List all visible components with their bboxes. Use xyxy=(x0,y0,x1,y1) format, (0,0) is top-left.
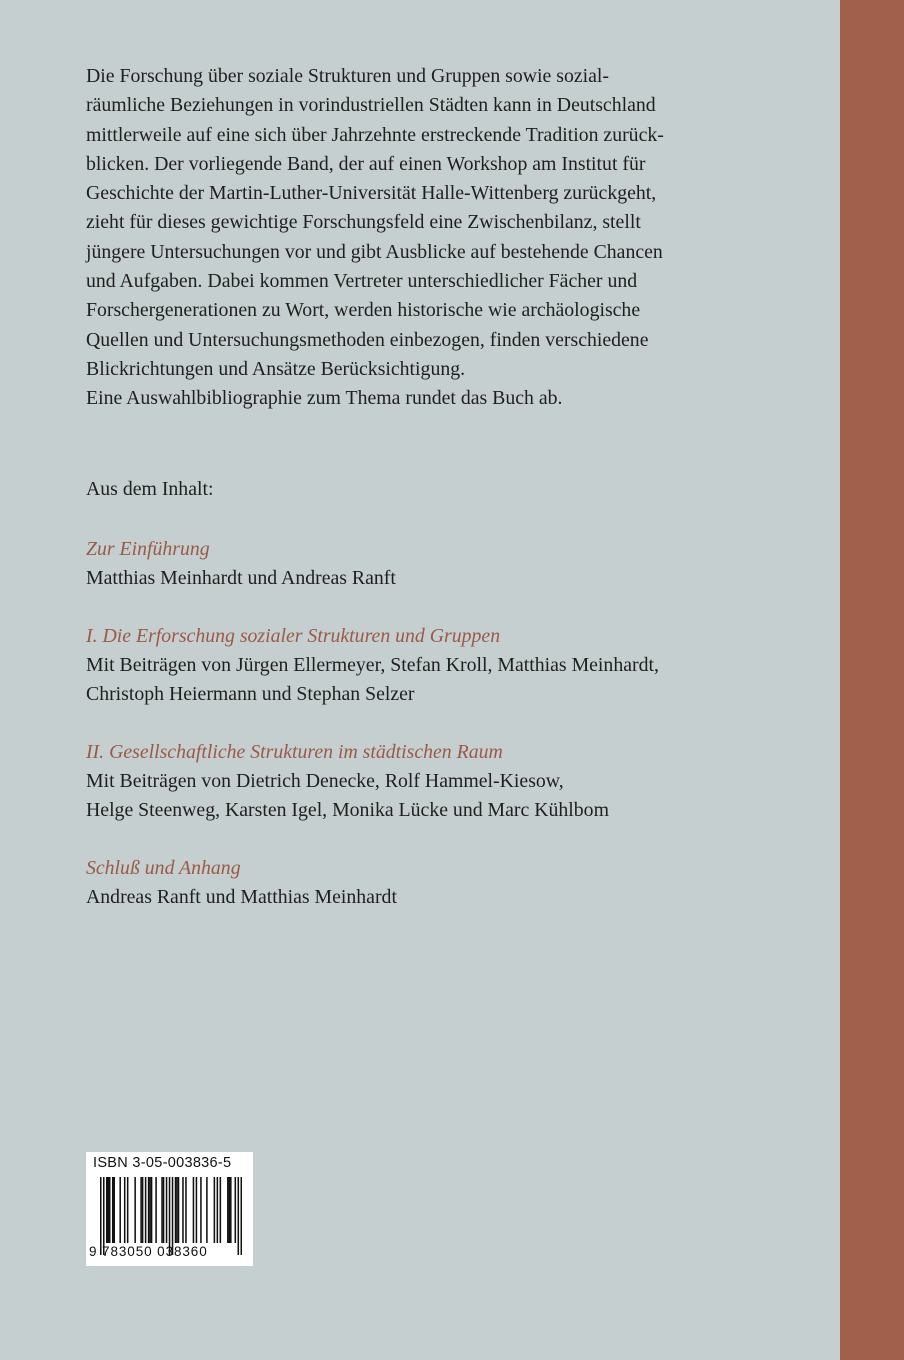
barcode-bar xyxy=(140,1177,142,1243)
barcode-bar xyxy=(124,1177,126,1243)
barcode-bar xyxy=(161,1177,163,1243)
blurb-line: Geschichte der Martin-Luther-Universität Halle-Wittenberg zurückgeht, xyxy=(86,182,657,205)
blurb-line: mittlerweile auf eine sich über Jahrzehnte erstreckende Tradition zurück- xyxy=(86,123,664,146)
blurb-paragraph xyxy=(86,62,786,414)
barcode-bar xyxy=(230,1177,232,1243)
back-cover-content xyxy=(86,62,786,912)
section-authors: Helge Steenweg, Karsten Igel, Monika Lücke und Marc Kühlbom xyxy=(86,798,609,821)
barcode-bar xyxy=(109,1177,111,1243)
barcode-bar xyxy=(145,1177,147,1243)
contents-section-introduction xyxy=(86,535,786,593)
contents-section-part-one xyxy=(86,622,786,709)
barcode-bar xyxy=(163,1177,165,1243)
barcode-bar xyxy=(166,1177,168,1243)
blurb-line: Blickrichtungen und Ansätze Berücksichtigung. xyxy=(86,357,466,380)
barcode-bar xyxy=(127,1177,129,1243)
barcode-bar xyxy=(227,1177,229,1243)
barcode-bar xyxy=(241,1177,242,1255)
isbn-number: ISBN 3-05-003836-5 xyxy=(93,1155,232,1171)
barcode-bar xyxy=(113,1177,115,1243)
section-title: I. Die Erforschung sozialer Strukturen und Gruppen xyxy=(86,624,501,647)
section-authors: Matthias Meinhardt und Andreas Ranft xyxy=(86,566,396,589)
section-authors: Mit Beiträgen von Jürgen Ellermeyer, Stefan Kroll, Matthias Meinhardt, xyxy=(86,653,659,676)
section-authors: Christoph Heiermann und Stephan Selzer xyxy=(86,682,415,705)
barcode-bar xyxy=(155,1177,157,1243)
blurb-line: Eine Auswahlbibliographie zum Thema rundet das Buch ab. xyxy=(86,387,563,410)
isbn-barcode-box xyxy=(86,1152,253,1266)
section-title: Zur Einführung xyxy=(86,537,210,560)
section-title: Schluß und Anhang xyxy=(86,856,241,879)
barcode-bar xyxy=(175,1177,177,1243)
blurb-line: zieht für dieses gewichtige Forschungsfeld eine Zwischenbilanz, stellt xyxy=(86,211,641,234)
barcode-bar xyxy=(151,1177,153,1243)
barcode-bar xyxy=(235,1177,237,1243)
barcode-bar xyxy=(106,1177,108,1243)
barcode-bar xyxy=(200,1177,202,1243)
blurb-line: Quellen und Untersuchungsmethoden einbezogen, finden verschiedene xyxy=(86,328,649,351)
ean-number: 9 783050 038360 xyxy=(89,1244,208,1259)
blurb-line: Die Forschung über soziale Strukturen und Gruppen sowie sozial- xyxy=(86,65,609,87)
contents-heading: Aus dem Inhalt: xyxy=(86,477,214,500)
barcode-bar xyxy=(185,1177,187,1243)
section-authors: Andreas Ranft und Matthias Meinhardt xyxy=(86,885,397,908)
barcode-bar xyxy=(112,1177,114,1243)
barcode-bar xyxy=(214,1177,216,1243)
barcode-bar xyxy=(119,1177,121,1243)
barcode-bar xyxy=(142,1177,144,1243)
barcode-bar xyxy=(238,1177,240,1255)
contents-section-part-two xyxy=(86,738,786,825)
barcode-bar xyxy=(196,1177,198,1243)
barcode-bar xyxy=(206,1177,208,1243)
barcode-bar xyxy=(229,1177,231,1243)
barcode-bar xyxy=(107,1177,109,1243)
blurb-line: Forschergenerationen zu Wort, werden historische wie archäologische xyxy=(86,299,641,322)
blurb-line: jüngere Untersuchungen vor und gibt Ausblicke auf bestehende Chancen xyxy=(86,240,663,263)
barcode-bar xyxy=(178,1177,180,1243)
blurb-line: räumliche Beziehungen in vorindustriellen Städten kann in Deutschland xyxy=(86,94,656,117)
barcode-bar xyxy=(149,1177,151,1243)
barcode-bar xyxy=(182,1177,184,1243)
blurb-line: und Aufgaben. Dabei kommen Vertreter unterschiedlicher Fächer und xyxy=(86,270,638,293)
barcode-bar xyxy=(220,1177,222,1243)
barcode-bar xyxy=(148,1177,150,1243)
spine-color-band xyxy=(840,0,904,1360)
blurb-line: blicken. Der vorliegende Band, der auf einen Workshop am Institut für xyxy=(86,152,646,175)
barcode-bar xyxy=(193,1177,195,1243)
barcode-bar xyxy=(217,1177,219,1243)
contents-section-conclusion xyxy=(86,854,786,912)
barcode-bar xyxy=(134,1177,136,1243)
barcode-bar xyxy=(176,1177,178,1243)
section-authors: Mit Beiträgen von Dietrich Denecke, Rolf Hammel-Kiesow, xyxy=(86,769,564,792)
section-title: II. Gesellschaftliche Strukturen im städtischen Raum xyxy=(86,740,503,763)
